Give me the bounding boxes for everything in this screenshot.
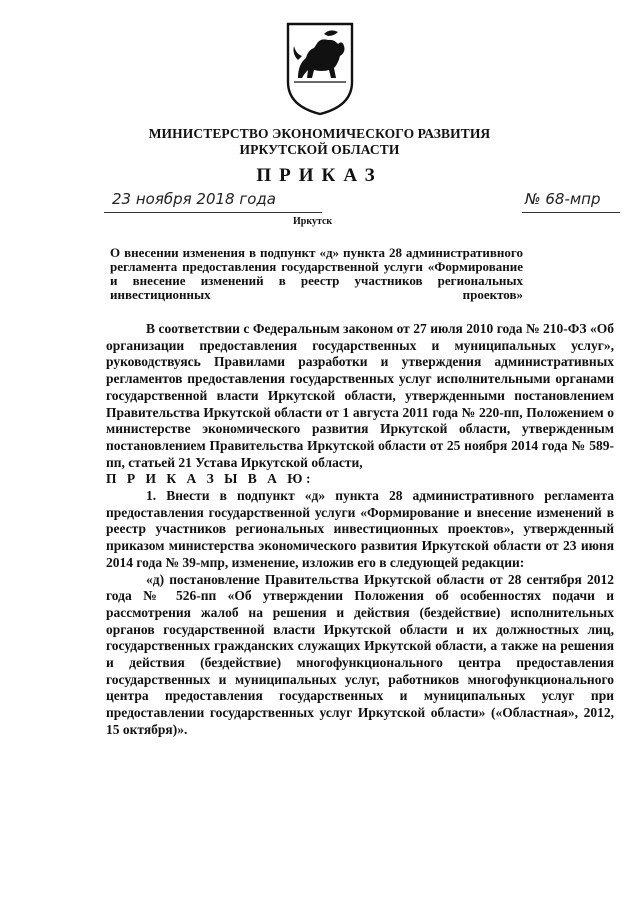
- number-underline: [522, 212, 620, 213]
- item-1-paragraph: 1. Внести в подпункт «д» пункта 28 административного регламента предоставления государственной услуги «Формирование и внесение изменений в реестр участников региональных инвестиционных проектов», утвержденный приказом министерства экономического развития Иркутской области от 23 июня 2014 года № 39-мпр, изменение, изложив его в следующей редакции:: [106, 488, 614, 570]
- order-heading: П Р И К А З Ы В А Ю:: [106, 471, 314, 487]
- document-type-title: ПРИКАЗ: [256, 165, 383, 186]
- document-subject: О внесении изменения в подпункт «д» пункта 28 административного регламента предоставления государственной услуги «Формирование и внесение изменений в реестр участников региональных инвестиционных проектов»: [110, 245, 523, 302]
- document-body: [106, 321, 614, 739]
- handwritten-document-number: № 68-мпр: [525, 190, 601, 208]
- city-name: Иркутск: [293, 216, 333, 227]
- ministry-name-line1: МИНИСТЕРСТВО ЭКОНОМИЧЕСКОГО РАЗВИТИЯ: [148, 126, 491, 141]
- date-underline: [104, 212, 322, 213]
- quoted-amendment-paragraph: «д) постановление Правительства Иркутской области от 28 сентября 2012 года № 526-пп «Об утверждении Положения об особенностях подачи и рассмотрения жалоб на решения и действия (бездействие) исполнительных органов государственной власти Иркутской области и их должностных лиц, государственных гражданских служащих Иркутской области, а также на решения и действия (бездействие) многофункционального центра предоставления государственных и муниципальных услуг, работников многофункционального центра предоставления государственных и муниципальных услуг при предоставлении государственных услуг Иркутской области» («Областная», 2012, 15 октября)».: [106, 571, 614, 737]
- preamble-paragraph: В соответствии с Федеральным законом от 27 июля 2010 года № 210-ФЗ «Об организации предоставления государственных и муниципальных услуг», руководствуясь Правилами разработки и утверждения административных регламентов предоставления государственных услуг исполнительными органами государственной власти Иркутской области, утвержденными постановлением Правительства Иркутской области от 1 августа 2011 года № 220-пп, Положением о министерстве экономического развития Иркутской области, утвержденным постановлением Правительства Иркутской области от 25 ноября 2014 года № 589-пп, статьей 21 Устава Иркутской области,: [106, 321, 614, 470]
- ministry-name-line2: ИРКУТСКОЙ ОБЛАСТИ: [239, 142, 400, 157]
- handwritten-date: 23 ноября 2018 года: [112, 190, 276, 208]
- coat-of-arms-emblem: [284, 20, 356, 118]
